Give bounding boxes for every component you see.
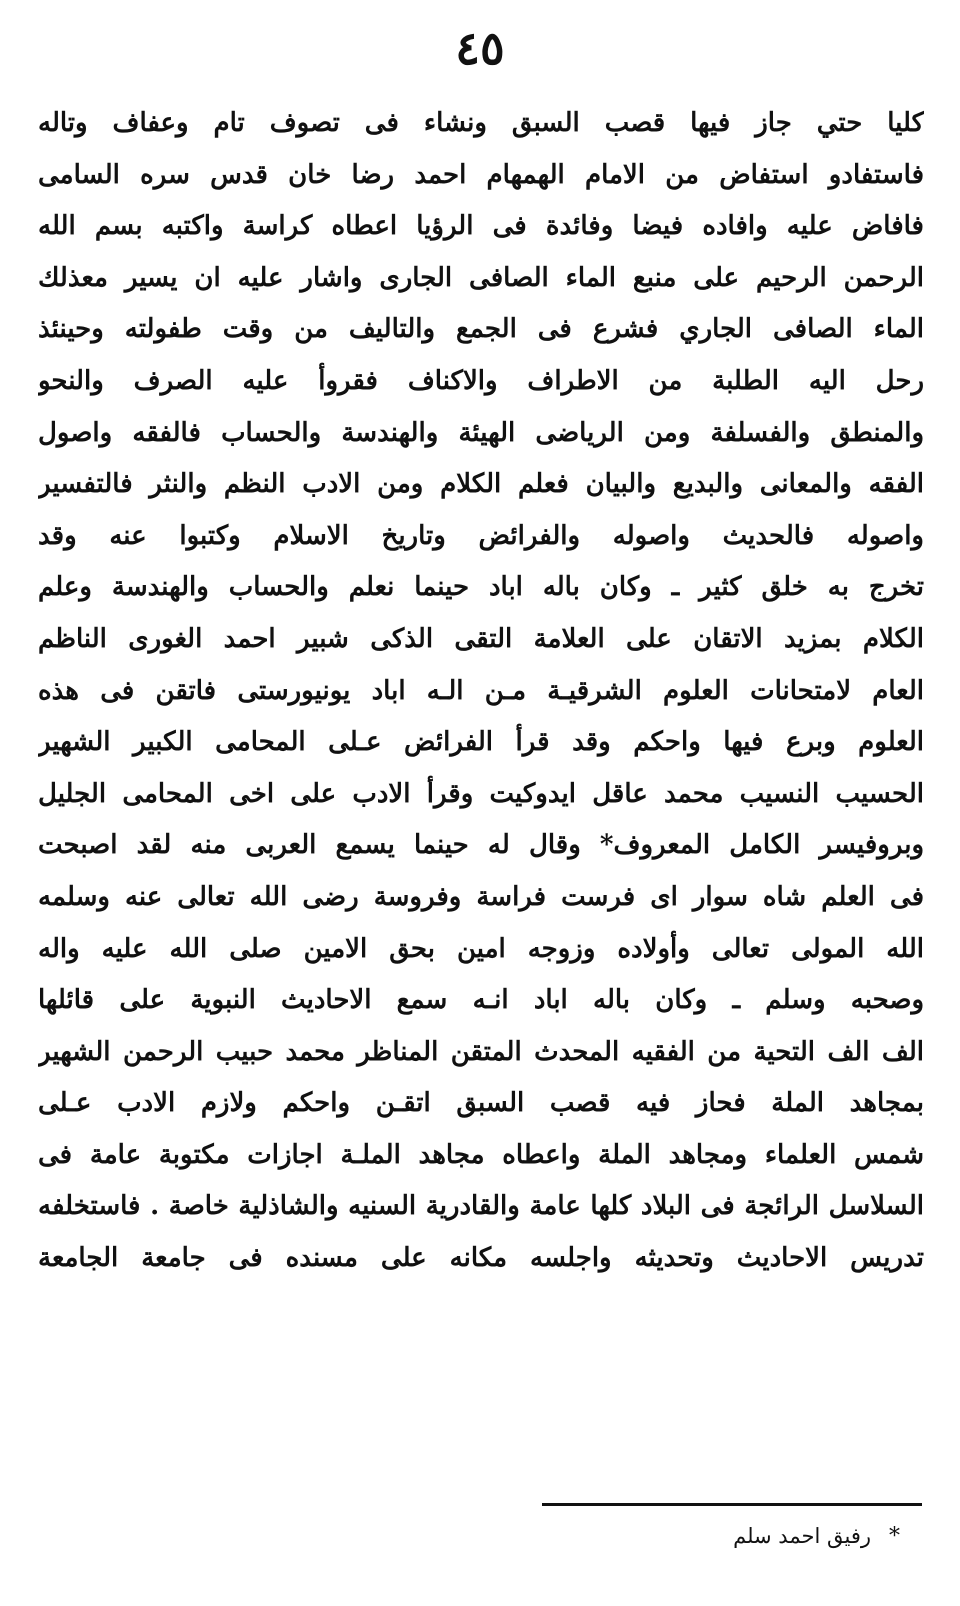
text-line: الكلام بمزيد الاتقان على العلامة التقى الذكى شبير احمد الغورى الناظم xyxy=(38,623,924,654)
text-line: السلاسل الرائجة فى البلاد كلها عامة والقادرية السنيه والشاذلية خاصة . فاستخلفه xyxy=(38,1191,924,1222)
text-line: تدريس الاحاديث وتحديثه واجلسه مكانه على مسنده فى جامعة الجامعة xyxy=(38,1243,924,1274)
text-line: والمنطق والفسلفة ومن الرياضى الهيئة والهندسة والحساب فالفقه واصول xyxy=(38,417,924,448)
footnote-text: رفيق احمد سلم xyxy=(733,1524,871,1548)
text-line: الله المولى تعالى وأولاده وزوجه امين بحق الامين صلى الله عليه واله xyxy=(38,933,924,964)
footnote xyxy=(733,1518,900,1555)
text-line: رحل اليه الطلبة من الاطراف والاكناف فقروأ عليه الصرف والنحو xyxy=(38,365,924,396)
text-line: العام لامتحانات العلوم الشرقيـة مـن الـه اباد يونيورستى فاتقن فى هذه xyxy=(38,675,924,706)
footnote-marker: * xyxy=(889,1524,900,1549)
footnote-divider xyxy=(542,1503,922,1506)
text-line: الماء الصافى الجاري فشرع فى الجمع والتاليف من وقت طفولته وحينئذ xyxy=(38,314,924,345)
text-line: العلوم وبرع فيها واحكم وقد قرأ الفرائض عـلى المحامى الكبير الشهير xyxy=(38,727,924,758)
page-number: ٤٥ xyxy=(455,21,505,75)
text-line: الرحمن الرحيم على منبع الماء الصافى الجارى واشار عليه ان يسير معذلك xyxy=(38,262,924,293)
text-line: تخرج به خلق كثير ـ وكان باله اباد حينما نعلم والحساب والهندسة وعلم xyxy=(38,572,924,603)
text-line: فى العلم شاه سوار اى فرست فراسة وفروسة رضى الله تعالى عنه وسلمه xyxy=(38,881,924,912)
text-line: الف الف التحية من الفقيه المحدث المتقن المناظر محمد حبيب الرحمن الشهير xyxy=(38,1036,924,1067)
text-line: الفقه والمعانى والبديع والبيان فعلم الكلام ومن الادب النظم والنثر فالتفسير xyxy=(38,469,924,500)
text-line: واصوله فالحديث واصوله والفرائض وتاريخ الاسلام وكتبوا عنه وقد xyxy=(38,520,924,551)
text-line: الحسيب النسيب محمد عاقل ايدوكيت وقرأ الادب على اخى المحامى الجليل xyxy=(38,778,924,809)
text-line: وصحبه وسلم ـ وكان باله اباد انـه سمع الاحاديث النبوية على قائلها xyxy=(38,985,924,1016)
text-line: فافاض عليه وافاده فيضا وفائدة فى الرؤيا اعطاه كراسة واكتبه بسم الله xyxy=(38,211,924,242)
text-line: فاستفادو استفاض من الامام الهمهام احمد رضا خان قدس سره السامى xyxy=(38,159,924,190)
text-line: بمجاهد الملة فحاز فيه قصب السبق اتقـن واحكم ولازم الادب عـلى xyxy=(38,1088,924,1119)
text-line: كليا حتي جاز فيها قصب السبق ونشاء فى تصوف تام وعفاف وتاله xyxy=(38,108,924,138)
text-line: شمس العلماء ومجاهد الملة واعطاه مجاهد الملـة اجازات مكتوبة عامة فى xyxy=(38,1139,924,1170)
text-line: وبروفيسر الكامل المعروف* وقال له حينما يسمع العربى منه لقد اصبحت xyxy=(38,830,924,861)
body-text xyxy=(38,98,924,1285)
